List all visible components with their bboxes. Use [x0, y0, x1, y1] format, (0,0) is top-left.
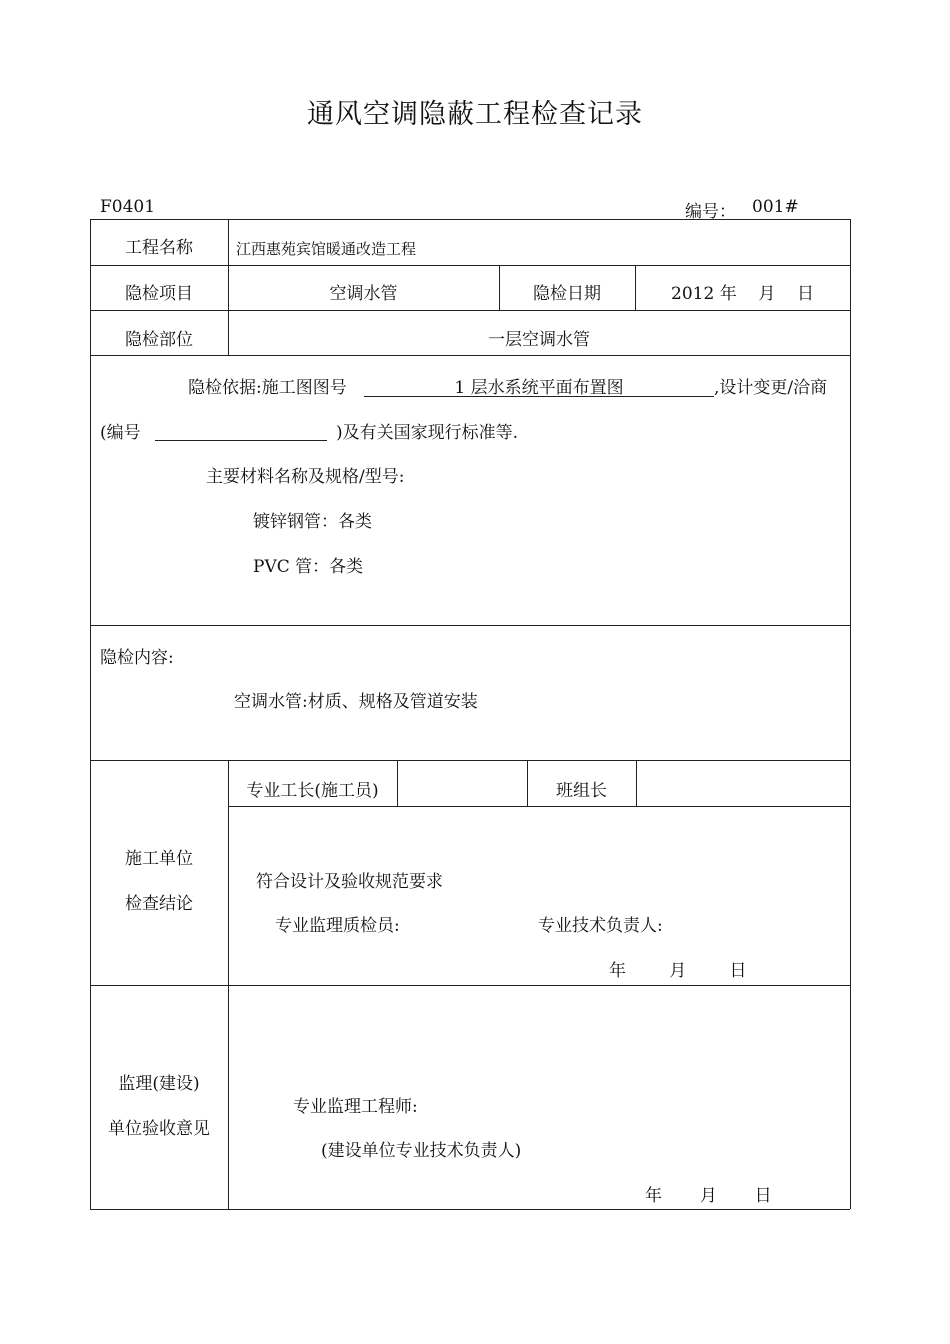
page-title: 通风空调隐蔽工程检查记录 [307, 99, 643, 130]
supervision-opinion-label: 单位验收意见 [108, 1119, 210, 1139]
owner-tech-lead-label: (建设单位专业技术负责人) [321, 1141, 522, 1161]
serial-label: 编号： [685, 202, 736, 222]
tech-lead-label: 专业技术负责人: [538, 916, 663, 936]
construction-date: 年 月 日 [609, 961, 747, 981]
inspection-date-label: 隐检日期 [533, 284, 601, 304]
inspection-location-value: 一层空调水管 [488, 330, 590, 350]
material-item: 镀锌钢管：各类 [253, 512, 372, 532]
supervision-unit-label: 监理(建设) [118, 1074, 200, 1094]
basis-drawing: 1 层水系统平面布置图 [454, 378, 624, 398]
serial-value: 001# [752, 197, 799, 217]
change-number-blank [155, 440, 327, 441]
team-leader-label: 班组长 [556, 781, 607, 801]
basis-prefix: 隐检依据:施工图图号 [188, 378, 347, 398]
inspection-content-label: 隐检内容: [100, 648, 174, 668]
project-name-value: 江西惠苑宾馆暖通改造工程 [236, 240, 417, 258]
materials-label: 主要材料名称及规格/型号: [206, 467, 405, 487]
inspection-date-value: 2012 年 月 日 [671, 284, 814, 304]
inspection-item-value: 空调水管 [329, 284, 398, 304]
construction-conclusion-label: 检查结论 [125, 894, 193, 914]
construction-unit-label: 施工单位 [125, 849, 193, 869]
material-item: PVC 管：各类 [253, 557, 364, 577]
supervising-engineer-label: 专业监理工程师: [293, 1097, 418, 1117]
form-code: F0401 [100, 197, 156, 217]
inspection-item-label: 隐检项目 [125, 284, 193, 304]
basis-change-number-label: (编号 [100, 423, 141, 443]
foreman-label: 专业工长(施工员) [246, 781, 379, 801]
basis-suffix: ,设计变更/洽商 [714, 378, 828, 398]
supervision-date: 年 月 日 [645, 1186, 772, 1206]
basis-standards-text: )及有关国家现行标准等. [336, 423, 519, 443]
conclusion-text: 符合设计及验收规范要求 [256, 872, 443, 892]
project-name-label: 工程名称 [125, 238, 193, 258]
inspection-content-text: 空调水管:材质、规格及管道安装 [234, 692, 478, 712]
qc-inspector-label: 专业监理质检员: [275, 916, 400, 936]
inspection-location-label: 隐检部位 [125, 330, 193, 350]
